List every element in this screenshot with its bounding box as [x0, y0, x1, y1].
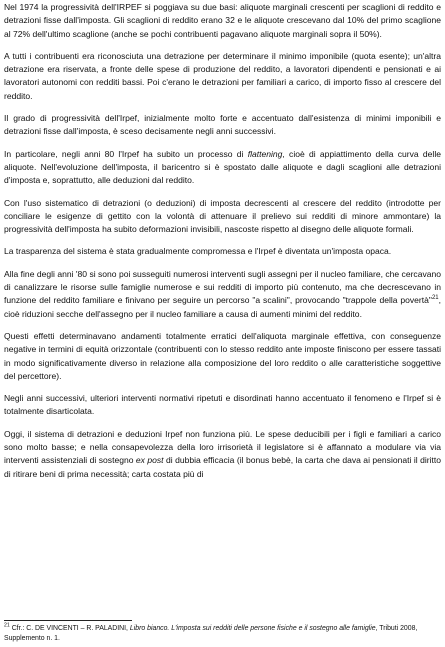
paragraph-10 [4, 428, 441, 481]
footnote-divider [4, 620, 132, 621]
paragraph-3-text: Il grado di progressività dell'Irpef, inizialmente molto forte e accentuato dall'esistenza di minimi imponibili e detrazioni fisse dall'imposta, è sceso decisamente negli anni successivi. [4, 113, 441, 137]
paragraph-8 [4, 330, 441, 383]
paragraph-7 [4, 268, 441, 321]
paragraph-9-text: Negli anni successivi, ulteriori interventi normativi ripetuti e disordinati hanno accentuato il fenomeno e l'Irpef si è totalmente disarticolata. [4, 393, 441, 417]
paragraph-4-text-end: , cioè di appiattimento della curva delle aliquote. Nell'evoluzione dell'imposta, il baricentro si è spostato dalle aliquote e dagli scaglioni alle detrazioni d'imposta e, soprattutto, alle deduzioni dal reddito. [4, 148, 441, 186]
footnote-title: Libro bianco. L'imposta sui redditi delle persone fisiche e il sostegno alle famiglie [129, 625, 376, 632]
paragraph-5 [4, 197, 441, 237]
paragraph-4-text: In particolare, negli anni 80 l'Irpef ha subito un processo di [4, 148, 248, 159]
footnote-authors: Cfr.: C. DE VINCENTI – R. PALADINI, [9, 625, 130, 632]
paragraph-8-text: Questi effetti determinavano andamenti totalmente erratici dell'aliquota marginale effettiva, con conseguenze negative in termini di equità orizzontale (contribuenti con lo stesso reddito ante imposte finiscono per essere tassati in modo significativamente diverso in relazione alla composizione del loro reddito o alle caratteristiche soggettive del percettore). [4, 330, 441, 381]
paragraph-10-text-end: di dubbia efficacia (il bonus bebè, la carta che dava ai pensionati il diritto di ritirare beni di prima necessità; carta costata più di [4, 455, 441, 479]
paragraph-10-text: Oggi, il sistema di detrazioni e deduzioni Irpef non funziona più. Le spese deducibili per i figli e familiari a carico sono molto basse; e nella consapevolezza della loro irrisorietà il legislatore si è affannato a modulare via via interventi assistenziali di sostegno [4, 428, 441, 466]
paragraph-2-text: A tutti i contribuenti era riconosciuta una detrazione per determinare il minimo imponibile (quota esente); un'altra detrazione era riservata, a fronte delle spese di produzione del reddito, a lavoratori dipendenti e pensionati e ai lavoratori autonomi con redditi bassi. Poi c'erano le detrazioni per familiari a carico, di importo fisso al crescere del reddito. [4, 50, 441, 101]
paragraph-7-text-end: , cioè riduzioni secche dell'assegno per il nucleo familiare a causa di aumenti minimi del reddito. [4, 295, 441, 319]
paragraph-10-italic-term: ex post [135, 455, 164, 466]
paragraph-7-text: Alla fine degli anni '80 si sono poi susseguiti numerosi interventi sugli assegni per il nucleo familiare, che cercavano di canalizzare le risorse sulle famiglie numerose e sui redditi di importo più contenuto, ma che decrescevano in funzione del reddito familiare e finivano per seguire un percorso "a scalini", provocando "trappole della povertà" [4, 268, 441, 306]
paragraph-1 [4, 1, 441, 41]
paragraph-3 [4, 112, 441, 139]
paragraph-5-text: Con l'uso sistematico di detrazioni (o deduzioni) di imposta decrescenti al crescere del reddito (introdotte per conciliare le esigenze di gettito con la volontà di attenuare il prelievo sui redditi di minore ammontare) la progressività dell'imposta ha subito deformazioni invisibili, nascoste rispetto al disegno delle aliquote formali. [4, 197, 441, 235]
footnote-source: , Tributi 2008, Supplemento n. 1. [4, 625, 418, 643]
body-text [4, 1, 441, 490]
paragraph-1-text: Nel 1974 la progressività dell'IRPEF si poggiava su due basi: aliquote marginali crescenti per scaglioni di reddito e detrazioni fisse dall'imposta. Gli scaglioni di reddito erano 32 e le aliquote crescevano dal 10% del primo scaglione al 72% dell'ultimo scaglione (anche se pochi contribuenti pagavano aliquote marginali sopra il 50%). [4, 2, 441, 39]
footnote-number: 21 [4, 622, 10, 629]
paragraph-6-text: La trasparenza del sistema è stata gradualmente compromessa e l'Irpef è diventata un'imposta opaca. [4, 246, 392, 257]
paragraph-4 [4, 148, 441, 188]
paragraph-9 [4, 392, 441, 419]
paragraph-2 [4, 50, 441, 103]
footnote-reference[interactable]: 21 [431, 295, 439, 302]
paragraph-6 [4, 245, 441, 258]
paragraph-4-italic-term: flattening [247, 148, 283, 159]
footnote [4, 624, 441, 644]
